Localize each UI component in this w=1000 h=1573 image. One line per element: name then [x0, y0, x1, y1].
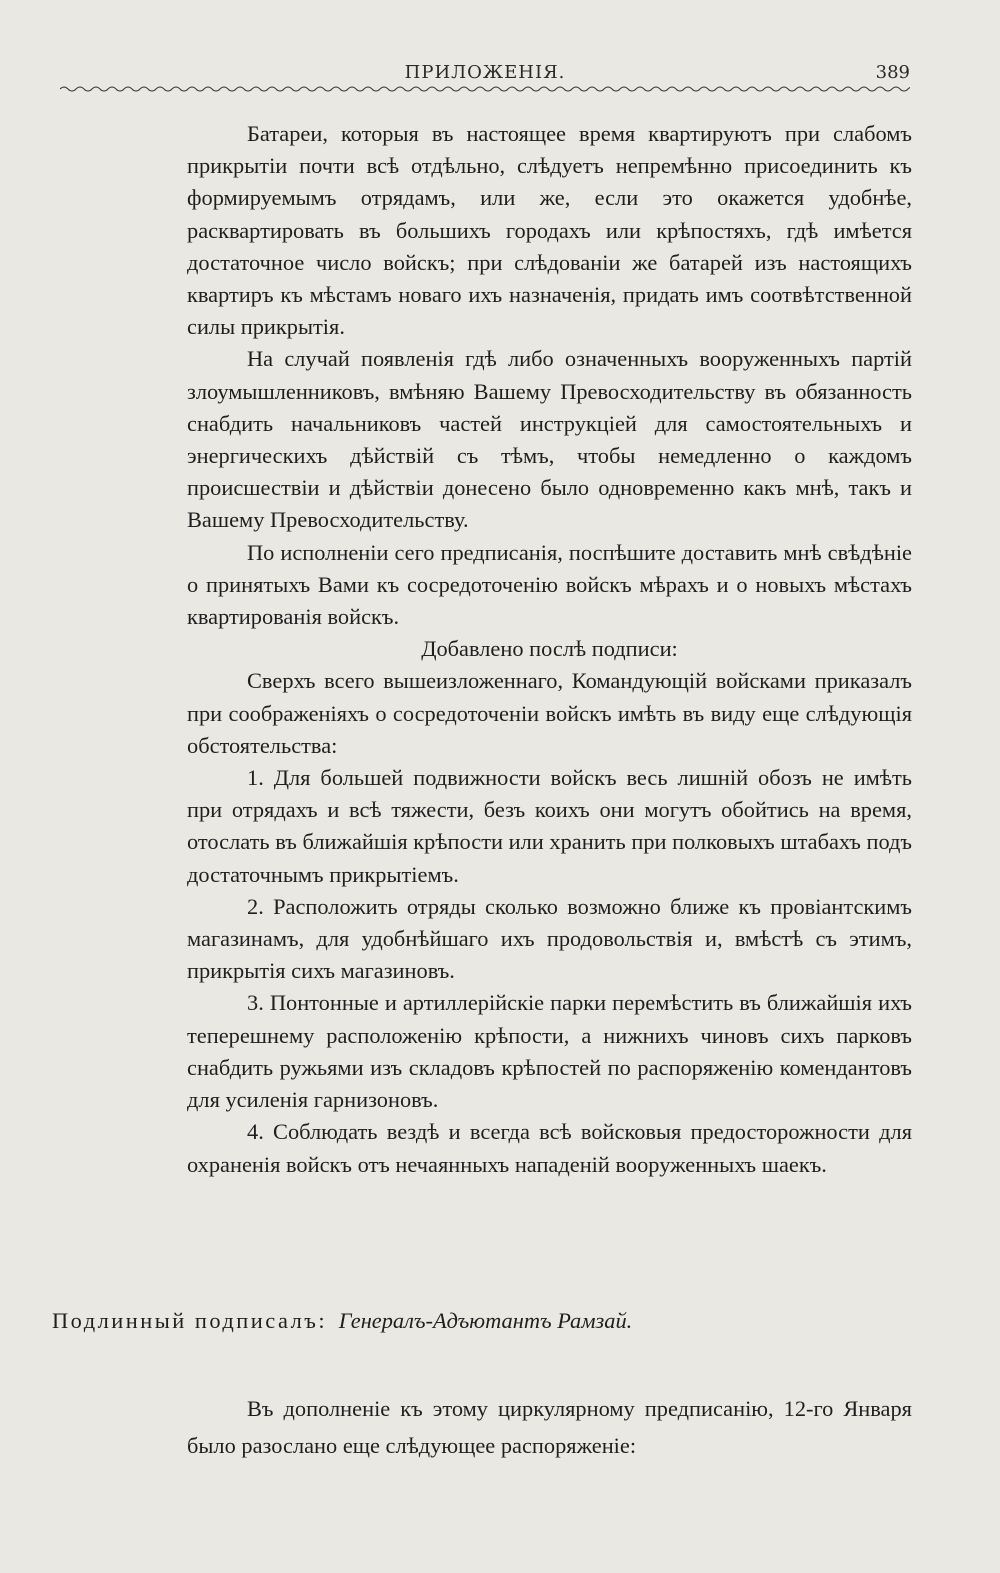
paragraph: По исполненіи сего предписанія, поспѣшите доставить мнѣ свѣдѣніе о принятыхъ Вами къ сосредоточенію войскъ мѣрахъ и о новыхъ мѣстахъ квартированія войскъ.	[187, 539, 912, 630]
paragraph: На случай появленія гдѣ либо означенныхъ вооруженныхъ партій злоумышленниковъ, вмѣняю Вашему Превосходительству въ обязанность снабдить начальниковъ частей инструкціей для самостоятельныхъ и энергическихъ дѣйствій съ тѣмъ, чтобы немедленно о каждомъ происшествіи и дѣйствіи донесено было одновременно какъ мнѣ, такъ и Вашему Превосходительству.	[187, 346, 912, 533]
list-item: 2. Расположить отряды сколько возможно ближе къ провіантскимъ магазинамъ, для удобнѣйшаго ихъ продовольствія и, вмѣстѣ съ этимъ, прикрытія сихъ магазиновъ.	[187, 893, 912, 984]
signature-name: Генералъ-Адъютантъ Рамзай.	[338, 1308, 633, 1333]
list-item: 4. Соблюдать вездѣ и всегда всѣ войсковыя предосторожности для охраненія войскъ отъ нечаянныхъ нападеній вооруженныхъ шаекъ.	[187, 1119, 912, 1177]
postscript-heading: Добавлено послѣ подписи:	[421, 636, 678, 662]
list-item: 3. Понтонные и артиллерійскіе парки перемѣстить въ ближайшія ихъ теперешнему расположенію крѣпости, а нижнихъ чиновъ сихъ парковъ снабдить ружьями изъ складовъ крѣпостей по распоряженію комендантовъ для усиленія гарнизоновъ.	[187, 990, 912, 1113]
running-title: ПРИЛОЖЕНІЯ.	[404, 62, 566, 83]
paragraph: Батареи, которыя въ настоящее время квартируютъ при слабомъ прикрытіи почти всѣ отдѣльно, слѣдуетъ непремѣнно присоединить къ формируемымъ отрядамъ, или же, если это окажется удобнѣе, расквартировать въ большихъ городахъ или крѣпостяхъ, гдѣ имѣется достаточное число войскъ; при слѣдованіи же батарей изъ настоящихъ квартиръ къ мѣстамъ новаго ихъ назначенія, придать имъ соотвѣтственной силы прикрытія.	[187, 121, 912, 340]
closing-text	[187, 1390, 912, 1464]
signature-line	[52, 1308, 912, 1334]
page-number: 389	[875, 62, 910, 83]
running-head	[60, 58, 910, 98]
list-item: 1. Для большей подвижности войскъ весь лишній обозъ не имѣть при отрядахъ и всѣ тяжести, безъ коихъ они могутъ обойтись на время, отослать въ ближайшія крѣпости или хранить при полковыхъ штабахъ подъ достаточнымъ прикрытіемъ.	[187, 765, 912, 887]
main-text	[187, 118, 912, 1181]
postscript-intro: Сверхъ всего вышеизложеннаго, Командующій войсками приказалъ при соображеніяхъ о сосредоточеніи войскъ имѣть въ виду еще слѣдующія обстоятельства:	[187, 668, 912, 758]
closing-paragraph: Въ дополненіе къ этому циркулярному предписанію, 12-го Января было разослано еще слѣдующее распоряженіе:	[187, 1396, 912, 1458]
wavy-rule	[60, 84, 910, 94]
signature-label: Подлинный подписалъ:	[52, 1308, 328, 1333]
